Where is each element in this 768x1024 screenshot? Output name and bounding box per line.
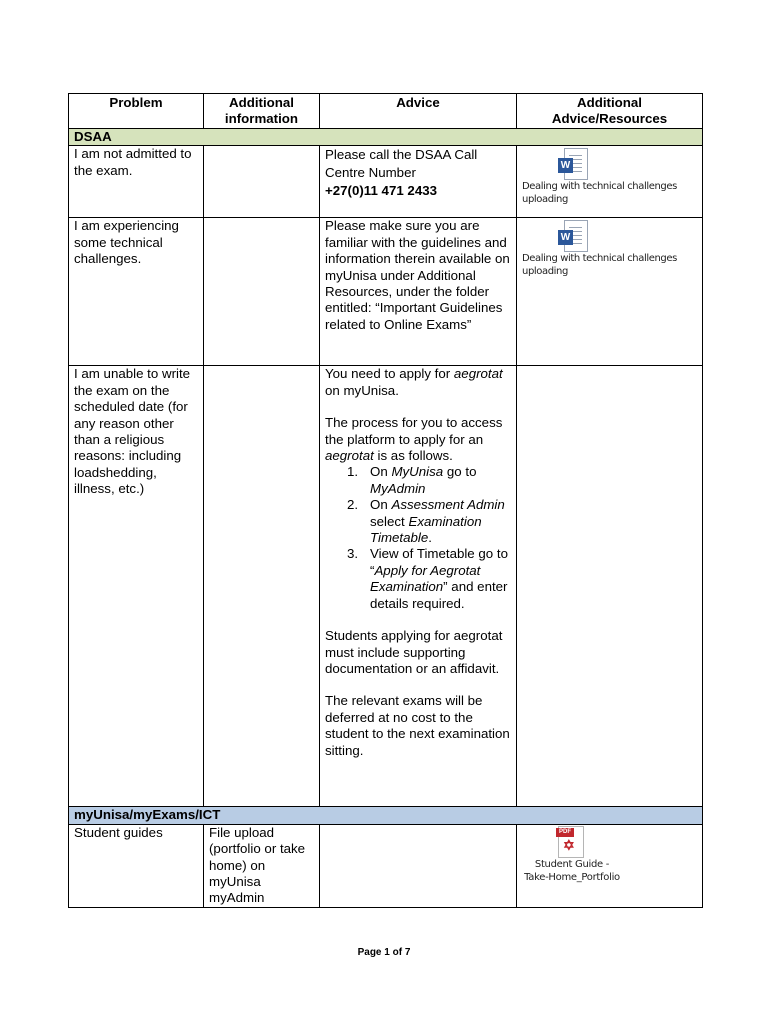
advice-students: Students applying for aegrotat must include supporting documentation or an affidavit.: [325, 628, 503, 676]
page-number: Page 1 of 7: [357, 947, 411, 958]
header-problem: Problem: [69, 94, 204, 129]
problem-cell: I am not admitted to the exam.: [69, 146, 204, 218]
section-row-myunisa: [69, 807, 703, 824]
header-additional-resources: Additional Advice/Resources: [517, 94, 703, 129]
pdf-document-icon: PDF ✡: [558, 826, 586, 858]
table-row: [69, 824, 703, 907]
word-attachment[interactable]: [522, 218, 697, 278]
attachment-label: Student Guide - Take-Home_Portfolio: [524, 858, 620, 883]
resource-cell: [517, 824, 703, 907]
resource-cell: [517, 146, 703, 218]
header-row: [69, 94, 703, 129]
info-cell: [204, 146, 320, 218]
problem-cell: I am experiencing some technical challenges.: [69, 218, 204, 366]
header-advice: Advice: [320, 94, 517, 129]
advice-process: The process for you to access the platform to apply for an aegrotat is as follows.: [325, 415, 503, 464]
exam-help-table: [68, 93, 703, 908]
table-row: [69, 366, 703, 807]
advice-cell: [320, 146, 517, 218]
info-cell: [204, 366, 320, 807]
advice-cell: Please make sure you are familiar with the guidelines and information therein available on myUnisa under Additional Resources, under the folder entitled: “Important Guidelines related to Online Exams”: [320, 218, 517, 366]
info-cell: File upload (portfolio or take home) on myUnisa myAdmin: [204, 824, 320, 907]
word-document-icon: W: [558, 220, 588, 252]
section-title: myUnisa/myExams/ICT: [69, 807, 703, 824]
steps-list: [325, 464, 511, 612]
list-item: 3. View of Timetable go to “Apply for Aegrotat Examination” and enter details required.: [347, 546, 508, 611]
word-document-icon: W: [558, 148, 588, 180]
advice-deferred: The relevant exams will be deferred at no cost to the student to the next examination sitting.: [325, 693, 510, 758]
problem-cell: I am unable to write the exam on the scheduled date (for any reason other than a religious reasons: including loadshedding, illness, etc.): [69, 366, 204, 807]
attachment-label: Dealing with technical challenges uploading: [522, 181, 677, 206]
header-additional-information: Additional information: [204, 94, 320, 129]
resource-cell: [517, 366, 703, 807]
table-row: [69, 218, 703, 366]
phone-number: +27(0)11 471 2433: [325, 183, 438, 199]
section-title: DSAA: [69, 129, 703, 146]
problem-cell: Student guides: [69, 824, 204, 907]
advice-cell: [320, 366, 517, 807]
list-item: 2. On Assessment Admin select Examination Timetable.: [347, 497, 505, 546]
info-cell: [204, 218, 320, 366]
advice-intro: You need to apply for aegrotat on myUnisa.: [325, 366, 503, 398]
word-attachment[interactable]: [522, 146, 697, 206]
table-row: [69, 146, 703, 218]
resource-cell: [517, 218, 703, 366]
section-row-dsaa: [69, 129, 703, 146]
advice-text: Please call the DSAA Call Centre Number: [325, 147, 478, 181]
pdf-attachment[interactable]: [522, 825, 622, 884]
advice-cell: [320, 824, 517, 907]
attachment-label: Dealing with technical challenges uploading: [522, 253, 677, 278]
list-item: 1. On MyUnisa go to MyAdmin: [347, 464, 477, 496]
